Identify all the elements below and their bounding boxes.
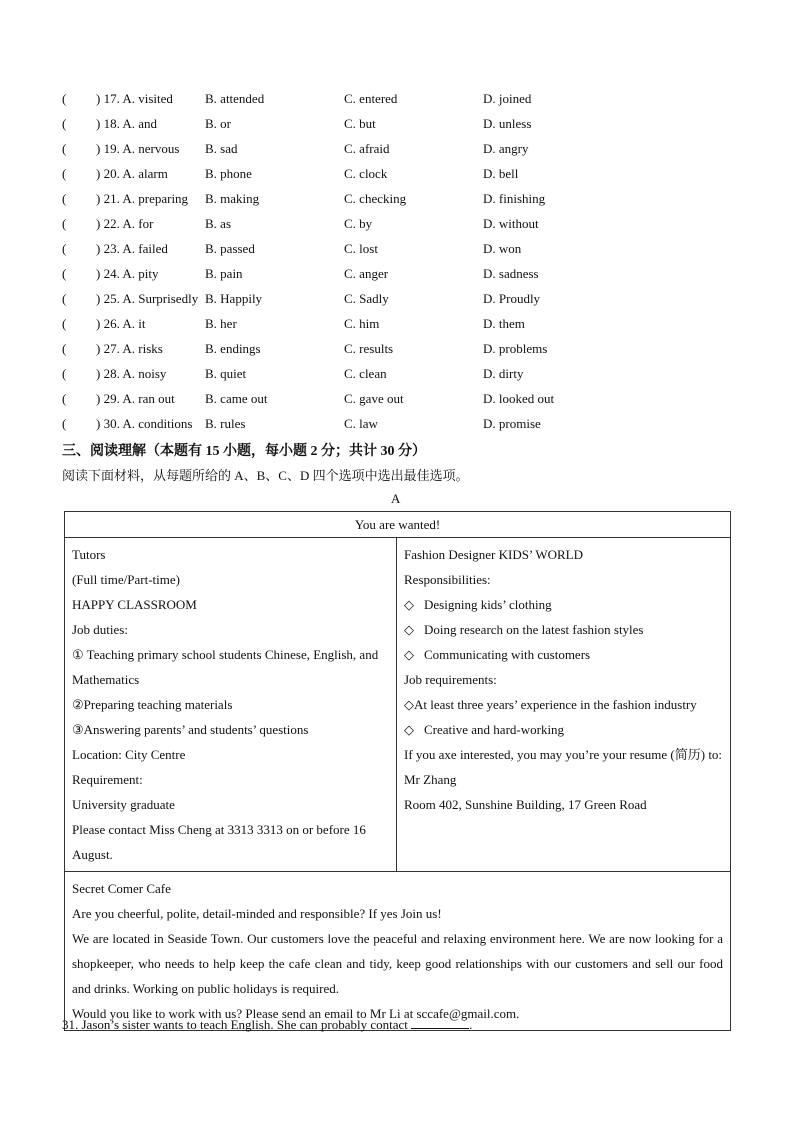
answer-paren: ( xyxy=(62,266,67,281)
tutors-requirement: University graduate xyxy=(72,797,175,812)
option-d: D. finishing xyxy=(483,191,546,206)
question-row xyxy=(62,239,742,264)
option-b: B. phone xyxy=(205,166,252,181)
option-c: C. lost xyxy=(344,241,378,256)
option-c: C. him xyxy=(344,316,380,331)
option-c: C. clock xyxy=(344,166,388,181)
question-row xyxy=(62,339,742,364)
question-number-option-a: ) 21. A. preparing xyxy=(96,191,189,206)
option-b: B. sad xyxy=(205,141,238,156)
question-number-option-a: ) 17. A. visited xyxy=(96,91,173,106)
cafe-line-3: Would you like to work with us? Please send an email to Mr Li at sccafe@gmail.com. xyxy=(72,1006,520,1021)
diamond-bullet-icon: ◇ xyxy=(404,647,414,662)
question-31 xyxy=(62,1016,472,1033)
option-c: C. results xyxy=(344,341,394,356)
answer-paren: ( xyxy=(62,116,67,131)
question-number-option-a: ) 24. A. pity xyxy=(96,266,159,281)
option-b: B. passed xyxy=(205,241,255,256)
option-d: D. without xyxy=(483,216,539,231)
tutors-duty-1: ① Teaching primary school students Chinese, English, and Mathematics xyxy=(72,647,379,687)
answer-paren: ( xyxy=(62,391,67,406)
question-number-option-a: ) 26. A. it xyxy=(96,316,146,331)
question-row xyxy=(62,164,742,189)
tutors-type: (Full time/Part-time) xyxy=(72,572,180,587)
option-b: B. making xyxy=(205,191,260,206)
ads-heading: You are wanted! xyxy=(65,512,731,538)
option-d: D. joined xyxy=(483,91,532,106)
tutors-company: HAPPY CLASSROOM xyxy=(72,597,197,612)
tutors-duty-3: ③Answering parents’ and students’ questions xyxy=(72,722,309,737)
section-title: 三、阅读理解（本题有 15 小题，每小题 2 分；共计 30 分） xyxy=(62,444,426,459)
option-d: D. Proudly xyxy=(483,291,541,306)
question-row xyxy=(62,414,742,439)
answer-paren: ( xyxy=(62,291,67,306)
diamond-bullet-icon: ◇ xyxy=(404,622,414,637)
fashion-resp-1: Designing kids’ clothing xyxy=(424,597,552,612)
question-31-text: 31. Jason’s sister wants to teach English. She can probably contact xyxy=(62,1017,408,1032)
tutors-duty-2: ②Preparing teaching materials xyxy=(72,697,233,712)
option-d: D. dirty xyxy=(483,366,524,381)
question-row xyxy=(62,114,742,139)
option-c: C. anger xyxy=(344,266,389,281)
option-d: D. promise xyxy=(483,416,541,431)
option-d: D. won xyxy=(483,241,522,256)
answer-paren: ( xyxy=(62,316,67,331)
fashion-address: Room 402, Sunshine Building, 17 Green Road xyxy=(404,797,647,812)
fashion-requirements-label: Job requirements: xyxy=(404,672,497,687)
fashion-req-1: ◇At least three years’ experience in the fashion industry xyxy=(404,697,697,712)
answer-blank xyxy=(411,1016,469,1029)
job-ads-table xyxy=(64,511,731,1031)
option-b: B. endings xyxy=(205,341,261,356)
question-number-option-a: ) 28. A. noisy xyxy=(96,366,167,381)
option-d: D. problems xyxy=(483,341,548,356)
tutors-title: Tutors xyxy=(72,547,106,562)
question-row xyxy=(62,364,742,389)
option-c: C. law xyxy=(344,416,378,431)
option-c: C. afraid xyxy=(344,141,390,156)
option-b: B. Happily xyxy=(205,291,263,306)
answer-paren: ( xyxy=(62,166,67,181)
passage-label: A xyxy=(391,491,401,506)
answer-paren: ( xyxy=(62,341,67,356)
question-31-end: . xyxy=(469,1017,473,1032)
answer-paren: ( xyxy=(62,416,67,431)
fashion-responsibilities-label: Responsibilities: xyxy=(404,572,491,587)
question-row xyxy=(62,264,742,289)
cafe-line-2: We are located in Seaside Town. Our customers love the peaceful and relaxing environment here. We are now looking for a shopkeeper, who needs to help keep the cafe clean and tidy, keep good relationships with our customers and sell our food and drinks. Working on public holidays is required. xyxy=(72,931,724,996)
option-b: B. came out xyxy=(205,391,268,406)
question-number-option-a: ) 27. A. risks xyxy=(96,341,163,356)
question-number-option-a: ) 19. A. nervous xyxy=(96,141,180,156)
option-c: C. Sadly xyxy=(344,291,389,306)
question-number-option-a: ) 20. A. alarm xyxy=(96,166,168,181)
answer-paren: ( xyxy=(62,366,67,381)
option-b: B. attended xyxy=(205,91,265,106)
question-number-option-a: ) 23. A. failed xyxy=(96,241,168,256)
option-b: B. quiet xyxy=(205,366,247,381)
question-row xyxy=(62,289,742,314)
option-d: D. angry xyxy=(483,141,529,156)
tutors-requirement-label: Requirement: xyxy=(72,772,143,787)
option-c: C. entered xyxy=(344,91,398,106)
question-number-option-a: ) 25. A. Surprisedly xyxy=(96,291,199,306)
tutors-ad xyxy=(65,538,397,872)
option-c: C. but xyxy=(344,116,376,131)
diamond-bullet-icon: ◇ xyxy=(404,597,414,612)
option-d: D. them xyxy=(483,316,525,331)
option-b: B. or xyxy=(205,116,231,131)
option-d: D. bell xyxy=(483,166,519,181)
cafe-line-1: Are you cheerful, polite, detail-minded and responsible? If yes Join us! xyxy=(72,906,442,921)
question-number-option-a: ) 30. A. conditions xyxy=(96,416,193,431)
fashion-resp-3: Communicating with customers xyxy=(424,647,591,662)
option-d: D. unless xyxy=(483,116,532,131)
question-row xyxy=(62,314,742,339)
fashion-resp-2: Doing research on the latest fashion styles xyxy=(424,622,644,637)
option-c: C. clean xyxy=(344,366,387,381)
tutors-location: Location: City Centre xyxy=(72,747,186,762)
cafe-ad xyxy=(65,872,731,1031)
question-row xyxy=(62,214,742,239)
option-d: D. sadness xyxy=(483,266,539,281)
answer-paren: ( xyxy=(62,241,67,256)
option-c: C. checking xyxy=(344,191,407,206)
question-row xyxy=(62,89,742,114)
fashion-designer-ad xyxy=(397,538,731,872)
cafe-title: Secret Comer Cafe xyxy=(72,881,171,896)
tutors-duties-label: Job duties: xyxy=(72,622,128,637)
fashion-title: Fashion Designer KIDS’ WORLD xyxy=(404,547,583,562)
fashion-contact-name: Mr Zhang xyxy=(404,772,457,787)
diamond-bullet-icon: ◇ xyxy=(404,722,414,737)
option-b: B. as xyxy=(205,216,231,231)
answer-paren: ( xyxy=(62,216,67,231)
question-number-option-a: ) 18. A. and xyxy=(96,116,158,131)
answer-paren: ( xyxy=(62,141,67,156)
option-c: C. by xyxy=(344,216,373,231)
answer-paren: ( xyxy=(62,191,67,206)
question-row xyxy=(62,389,742,414)
question-number-option-a: ) 29. A. ran out xyxy=(96,391,175,406)
multiple-choice-list xyxy=(62,89,742,439)
tutors-contact: Please contact Miss Cheng at 3313 3313 on or before 16 August. xyxy=(72,822,366,862)
fashion-apply: If you axe interested, you may you’re your resume (简历) to: xyxy=(404,747,723,762)
option-c: C. gave out xyxy=(344,391,404,406)
question-row xyxy=(62,189,742,214)
option-d: D. looked out xyxy=(483,391,555,406)
fashion-req-2: Creative and hard-working xyxy=(424,722,565,737)
answer-paren: ( xyxy=(62,91,67,106)
option-b: B. rules xyxy=(205,416,246,431)
question-row xyxy=(62,139,742,164)
question-number-option-a: ) 22. A. for xyxy=(96,216,154,231)
option-b: B. pain xyxy=(205,266,243,281)
section-instructions: 阅读下面材料，从每题所给的 A、B、C、D 四个选项中选出最佳选项。 xyxy=(62,468,469,483)
option-b: B. her xyxy=(205,316,237,331)
